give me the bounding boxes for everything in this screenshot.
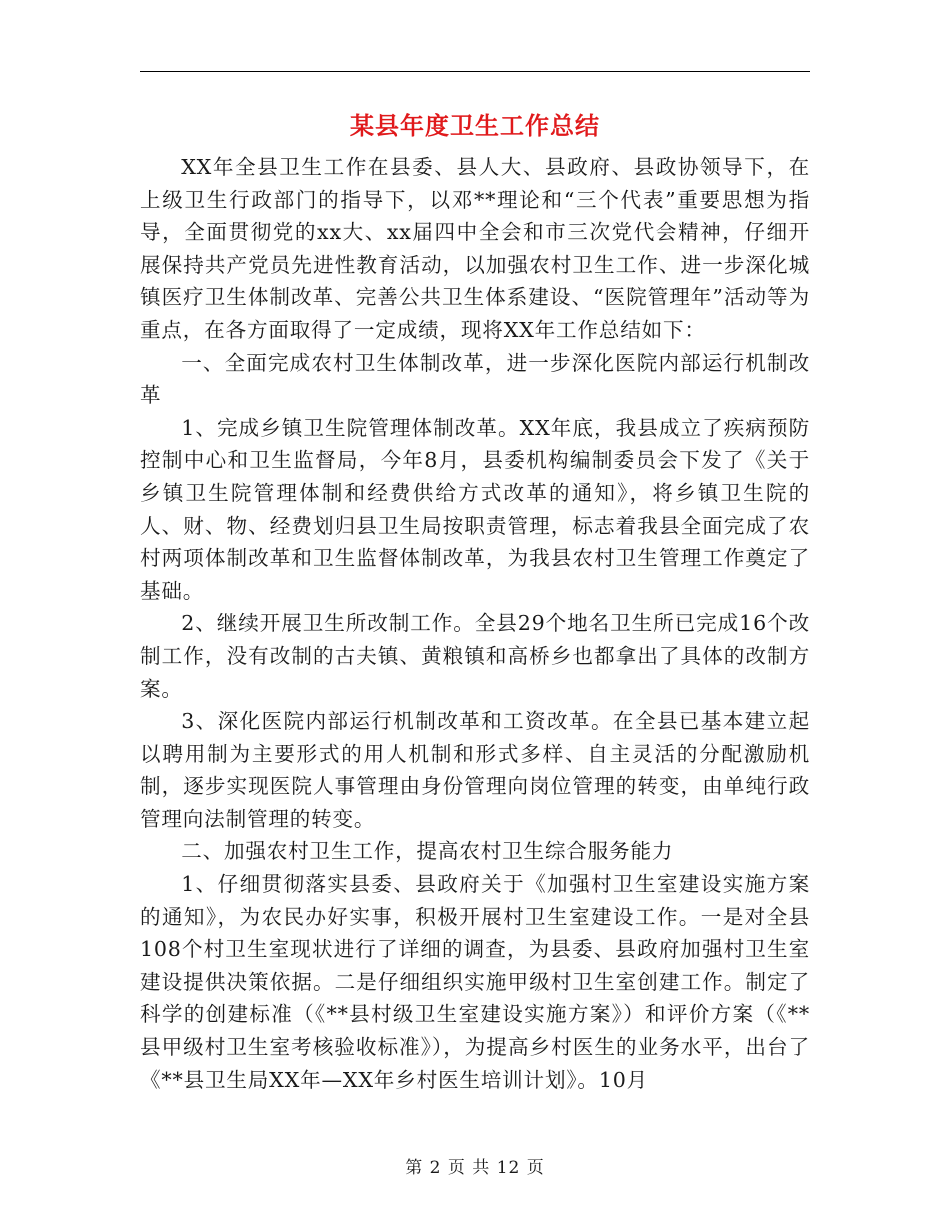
- paragraph-intro: XX年全县卫生工作在县委、县人大、县政府、县政协领导下，在上级卫生行政部门的指导下，以邓**理论和“三个代表”重要思想为指导，全面贯彻党的xx大、xx届四中全会和市三次党代会精神，仔细开展保持共产党员先进性教育活动，以加强农村卫生工作、进一步深化城镇医疗卫生体制改革、完善公共卫生体系建设、“医院管理年”活动等为重点，在各方面取得了一定成绩，现将XX年工作总结如下：: [140, 155, 810, 342]
- document-body: [140, 151, 810, 1096]
- header-rule: [140, 71, 810, 72]
- paragraph-2-1: 1、仔细贯彻落实县委、县政府关于《加强村卫生室建设实施方案的通知》，为农民办好实事，积极开展村卫生室建设工作。一是对全县108个村卫生室现状进行了详细的调查，为县委、县政府加强村卫生室建设提供决策依据。二是仔细组织实施甲级村卫生室创建工作。制定了科学的创建标准（《**县村级卫生室建设实施方案》）和评价方案（《**县甲级村卫生室考核验收标准》），为提高乡村医生的业务水平，出台了《**县卫生局XX年—XX年乡村医生培训计划》。10月: [140, 872, 810, 1092]
- page-number-footer: 第 2 页 共 12 页: [405, 1158, 545, 1178]
- section-heading-2: 二、加强农村卫生工作，提高农村卫生综合服务能力: [181, 839, 674, 864]
- document-title: 某县年度卫生工作总结: [350, 111, 600, 140]
- section-heading-1: 一、全面完成农村卫生体制改革，进一步深化医院内部运行机制改革: [140, 350, 810, 408]
- paragraph-1-1: 1、完成乡镇卫生院管理体制改革。XX年底，我县成立了疾病预防控制中心和卫生监督局，今年8月，县委机构编制委员会下发了《关于乡镇卫生院管理体制和经费供给方式改革的通知》，将乡镇卫生院的人、财、物、经费划归县卫生局按职责管理，标志着我县全面完成了农村两项体制改革和卫生监督体制改革，为我县农村卫生管理工作奠定了基础。: [140, 415, 810, 603]
- paragraph-1-2: 2、继续开展卫生所改制工作。全县29个地名卫生所已完成16个改制工作，没有改制的古夫镇、黄粮镇和高桥乡也都拿出了具体的改制方案。: [140, 611, 810, 701]
- paragraph-1-3: 3、深化医院内部运行机制改革和工资改革。在全县已基本建立起以聘用制为主要形式的用人机制和形式多样、自主灵活的分配激励机制，逐步实现医院人事管理由身份管理向岗位管理的转变，由单纯行政管理向法制管理的转变。: [140, 709, 810, 831]
